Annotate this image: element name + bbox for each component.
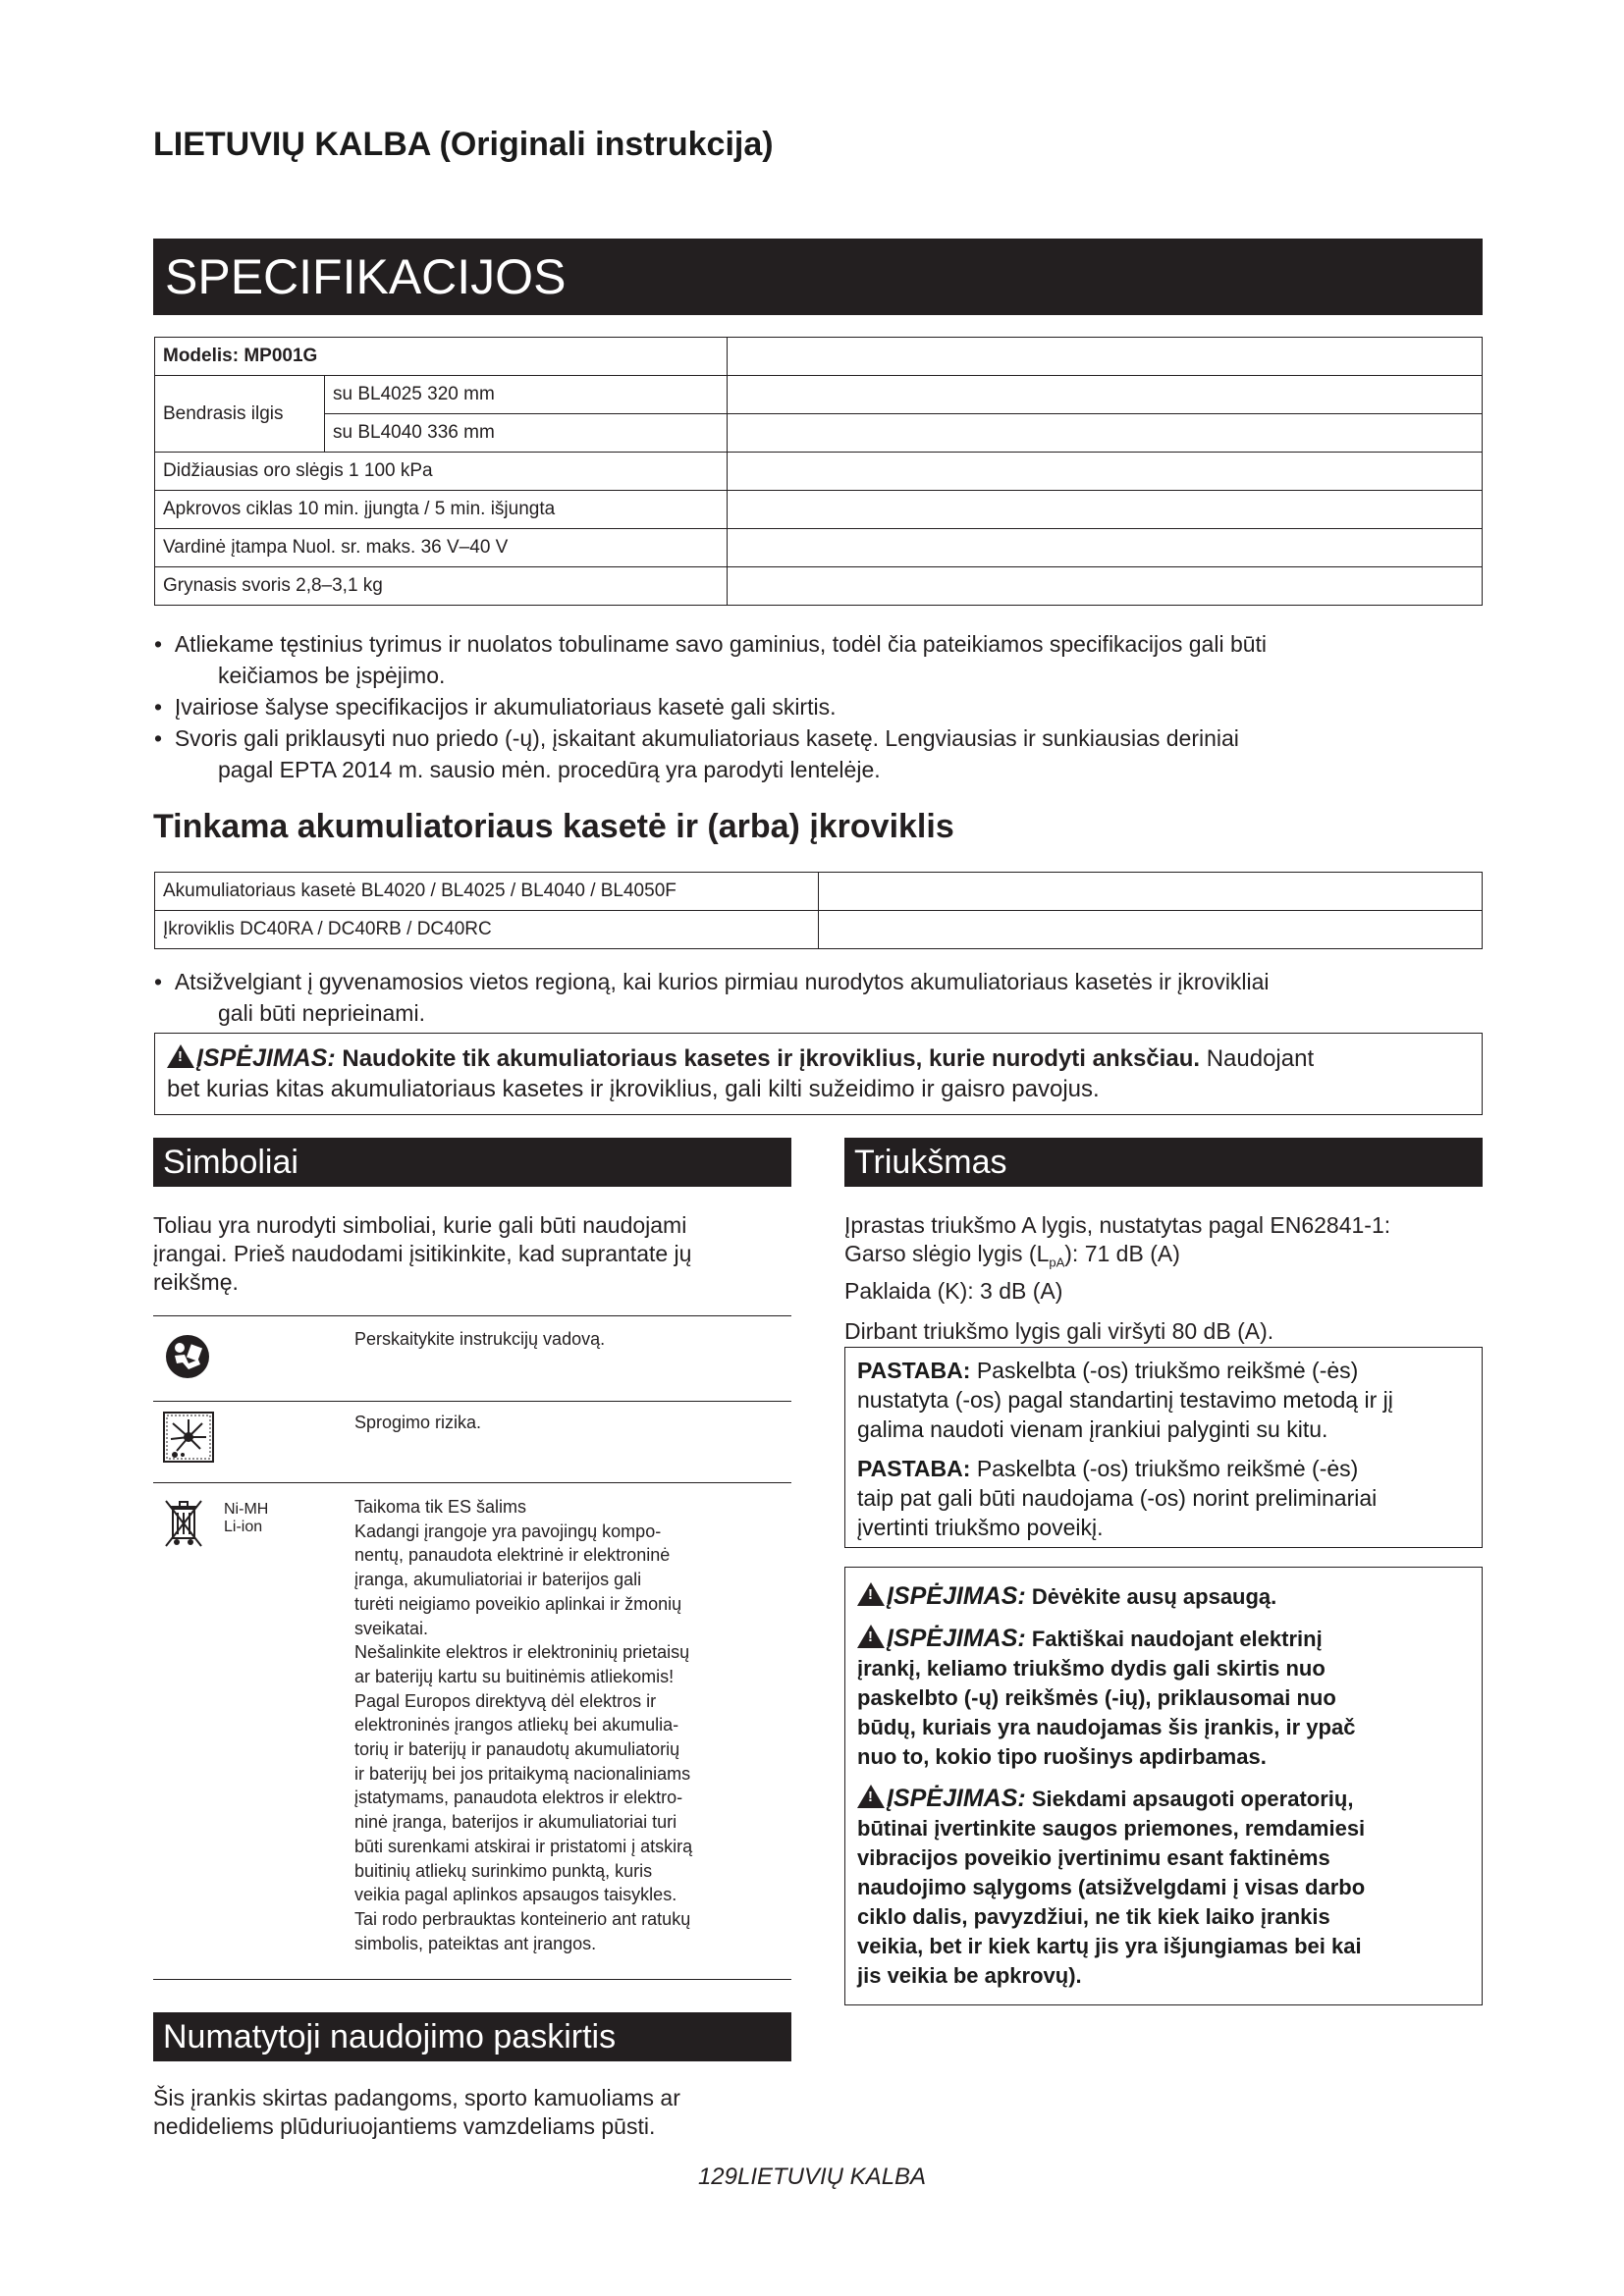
warning-box-main [154,1033,1483,1115]
warning-bold-text: Naudokite tik akumuliatoriaus kasetes ir įkroviklius, kurie nurodyti anksčiau. [342,1045,1201,1072]
spec-row-voltage [155,529,1483,567]
spec-table [154,337,1483,606]
noise-warning-2: ! ĮSPĖJIMAS: Faktiškai naudojant elektrinį įrankį, keliamo triukšmo dydis gali skirtis nuo paskelbto (-ų) reikšmės (-ių), priklausomai nuo būdų, kuriais yra naudojamas šis įrankis, ir ypač nuo to, kokio tipo ruošinys apdirbamas. [857,1625,1356,1769]
spec-note-2: • Įvairiose šalyse specifikacijos ir akumuliatoriaus kasetė gali skirtis. [154,694,837,720]
battery-row [155,873,1483,911]
page-footer [0,2163,1624,2191]
noise-heading: Triukšmas [844,1138,1483,1187]
spec-note-1-cont: keičiamos be įspėjimo. [218,663,446,688]
battery-value: BL4020 / BL4025 / BL4040 / BL4050F [360,881,677,901]
warning-triangle-icon: ! [857,1785,885,1808]
spec-sub-length-b: su BL4040 [333,422,422,443]
model-label: Modelis: [163,346,240,366]
language-title: LIETUVIŲ KALBA (Originali instrukcija) [153,126,774,163]
warning-triangle-icon: ! [857,1582,885,1606]
page-number: 129 [697,2163,737,2190]
spec-label-pressure: Didžiausias oro slėgis [163,460,344,481]
noise-note-1: PASTABA: Paskelbta (-os) triukšmo reikšmė (-ės) nustatyta (-os) pagal standartinį testavimo metodą ir jį galima naudoti vienam įrankiui palyginti su kitu. [857,1358,1393,1442]
symbol-weee-text: Taikoma tik ES šalims Kadangi įrangoje yra pavojingų kompo- nentų, panaudota elektrinė ir elektroninė įranga, akumuliatoriai ir baterijos gali turėti neigiamo poveikio aplinkai ir žmonių sveikatai. Nešalinkite elektros ir elektroninių prietaisų ar baterijų kartu su buitinėmis atliekomis! Pagal Europos direktyvą dėl elektros ir elektroninės įrangos atliekų bei akumulia- torių ir baterijų ir panaudotų akumuliatorių ir baterijų bei jos pritaikymą nacionaliniams įstatymams, panaudota elektros ir elektro- ninė įranga, baterijos ir akumuliatoriai turi būti surenkami atskirai ir pristatomi į atskirą buitinių atliekų surinkimo punktą, kuris veikia pagal aplinkos apsaugos taisykles. Tai rodo perbrauktas konteinerio ant ratukų simbolis, pateiktas ant įrangos. [354,1497,693,1953]
spec-row-pressure [155,453,1483,491]
spec-value-duty: 10 min. įjungta / 5 min. išjungta [298,499,556,519]
spec-heading: SPECIFIKACIJOS [153,239,1483,315]
spec-label-voltage: Vardinė įtampa [163,537,288,558]
battery-heading: Tinkama akumuliatoriaus kasetė ir (arba) įkroviklis [153,808,954,845]
explosion-icon [163,1412,214,1463]
symbol-row-weee [153,1483,791,1980]
battery-table [154,872,1483,949]
spec-row-length-b [155,414,1483,453]
warning-triangle-icon: ! [167,1044,194,1068]
battery-label: Akumuliatoriaus kasetė [163,881,356,901]
warning-triangle-icon: ! [857,1625,885,1648]
noise-warning-1: ! ĮSPĖJIMAS: Dėvėkite ausų apsaugą. [857,1581,1470,1612]
spec-value-length-b: 336 mm [427,422,495,443]
symbol-row-explosion [153,1402,791,1483]
battery-note: • Atsižvelgiant į gyvenamosios vietos regioną, kai kurios pirmiau nurodytos akumuliatoriaus kasetės ir įkrovikliai gali būti neprieinami. [154,969,1270,1026]
spec-label-weight: Grynasis svoris [163,575,291,596]
noise-warnings-box [844,1567,1483,2005]
symbols-table [153,1315,791,1980]
symbols-intro: Toliau yra nurodyti simboliai, kurie gali būti naudojami įrangai. Prieš naudodami įsitikinkite, kad suprantate jų reikšmę. [153,1212,692,1295]
battery-type-labels: Ni-MH Li-ion [224,1501,269,1535]
spec-note-3-cont: pagal EPTA 2014 m. sausio mėn. procedūrą yra parodyti lentelėje. [218,757,881,782]
spec-value-length-a: 320 mm [427,384,495,404]
spec-value-weight: 2,8–3,1 kg [296,575,383,596]
spec-row-weight [155,567,1483,606]
spec-label-length: Bendrasis ilgis [155,376,325,453]
noise-note-2: PASTABA: Paskelbta (-os) triukšmo reikšmė (-ės) taip pat gali būti naudojama (-os) norint preliminariai įvertinti triukšmo poveikį. [857,1456,1378,1540]
spec-notes [154,628,1489,785]
symbol-explosion-text: Sprogimo rizika. [354,1413,482,1432]
warning-label: ĮSPĖJIMAS: [196,1044,336,1072]
noise-notes-box [844,1347,1483,1548]
warning-rest-1: Naudojant [1206,1045,1315,1072]
read-manual-icon [165,1334,210,1379]
spec-value-voltage: Nuol. sr. maks. 36 V–40 V [292,537,509,558]
intended-use-text: Šis įrankis skirtas padangoms, sporto kamuoliams ar nedideliems plūduriuojantiems vamzdeliams pūsti. [153,2085,680,2139]
warning-rest-2: bet kurias kitas akumuliatoriaus kasetes ir įkroviklius, gali kilti sužeidimo ir gaisro pavojus. [167,1076,1100,1102]
symbol-row-manual [153,1316,791,1402]
charger-value: DC40RA / DC40RB / DC40RC [240,919,492,939]
charger-label: Įkroviklis [163,919,235,939]
spec-row-length-a [155,376,1483,414]
footer-language: LIETUVIŲ KALBA [736,2163,927,2190]
spec-sub-length-a: su BL4025 [333,384,422,404]
noise-text: Įprastas triukšmo A lygis, nustatytas pagal EN62841-1: Garso slėgio lygis $(L_{pA})$: 71 dB (A) Paklaida (K): 3 dB (A) Dirbant triukšmo lygis gali viršyti 80 dB (A). [844,1212,1391,1344]
crossed-bin-icon [163,1497,204,1550]
spec-value-pressure: 1 100 kPa [349,460,433,481]
spec-note-3: • Svoris gali priklausyti nuo priedo (-ų), įskaitant akumuliatoriaus kasetę. Lengviausias ir sunkiausias deriniai [154,725,1239,751]
model-value: MP001G [244,346,318,366]
noise-warning-3: ! ĮSPĖJIMAS: Siekdami apsaugoti operatorių, būtinai įvertinkite saugos priemones, remdamiesi vibracijos poveikio įvertinimu esant faktinėms naudojimo sąlygoms (atsižvelgdami į visas darbo ciklo dalis, pavyzdžiui, ne tik kiek laiko įrankis veikia, bet ir kiek kartų jis yra išjungiamas bei kai jis veikia be apkrovų). [857,1785,1366,1988]
symbol-manual-text: Perskaitykite instrukcijų vadovą. [354,1329,606,1349]
symbols-heading: Simboliai [153,1138,791,1187]
intended-use-heading: Numatytoji naudojimo paskirtis [153,2012,791,2061]
spec-note-1: • Atliekame tęstinius tyrimus ir nuolatos tobuliname savo gaminius, todėl čia pateikiamos specifikacijos gali būti [154,631,1268,657]
charger-row [155,911,1483,949]
spec-label-duty: Apkrovos ciklas [163,499,293,519]
spec-row-model [155,338,1483,376]
spec-row-duty [155,491,1483,529]
